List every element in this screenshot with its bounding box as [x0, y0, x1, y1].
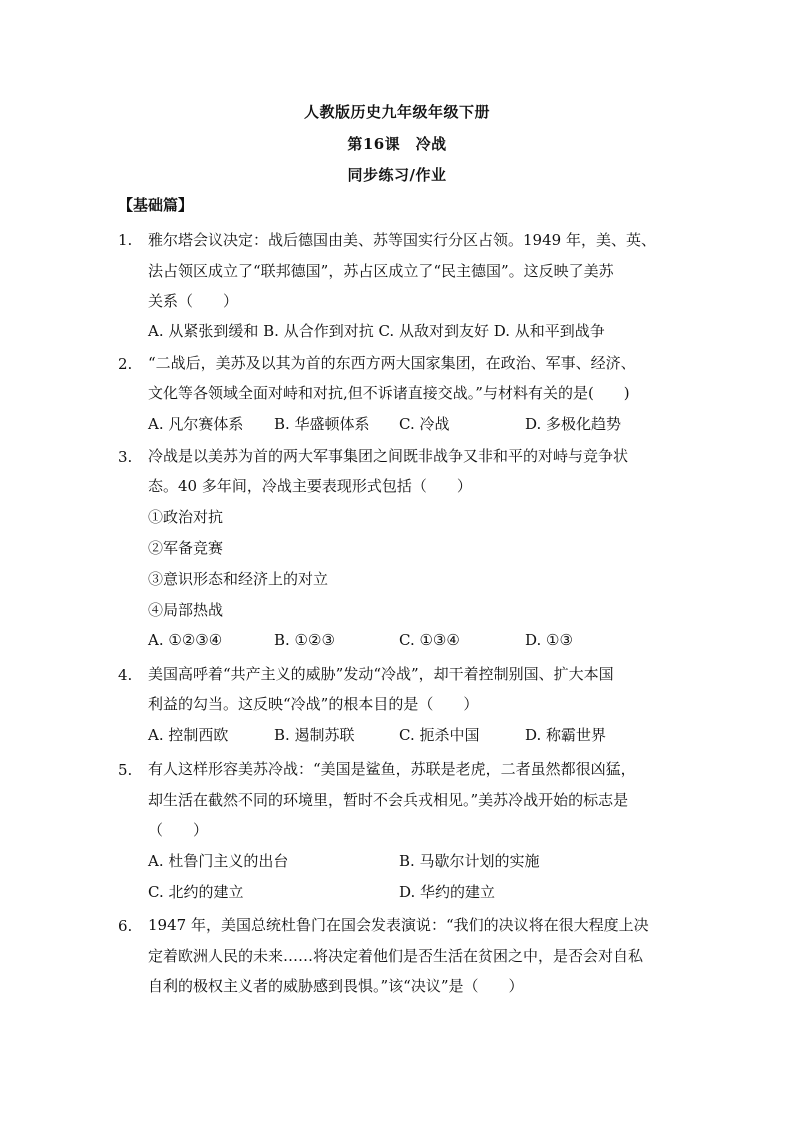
- question-number: 6.: [118, 917, 133, 935]
- statement-2: ②军备竞赛: [148, 539, 224, 557]
- question-number: 2.: [118, 355, 133, 373]
- option-b: B. 华盛顿体系: [274, 415, 370, 433]
- question-text-line: （ ）: [148, 821, 209, 839]
- question-text-line: 态。40 多年间，冷战主要表现形式包括（ ）: [148, 477, 472, 495]
- question-text-line: 雅尔塔会议决定：战后德国由美、苏等国实行分区占领。1949 年，美、英、: [148, 231, 656, 249]
- question-text-line: 却生活在截然不同的环境里，暂时不会兵戎相见。”美苏冷战开始的标志是: [148, 791, 629, 809]
- document-title: 人教版历史九年级年级下册: [303, 103, 490, 121]
- question-text-line: 定着欧洲人民的未来……将决定着他们是否生活在贫困之中，是否会对自私: [148, 947, 644, 965]
- option-d: D. 多极化趋势: [525, 415, 622, 433]
- question-text-line: 关系（ ）: [148, 292, 239, 310]
- option-c: C. ①③④: [399, 631, 460, 649]
- option-c: C. 扼杀中国: [399, 726, 480, 744]
- option-b: B. 遏制苏联: [274, 726, 355, 744]
- question-text-line: 法占领区成立了“联邦德国”，苏占区成立了“民主德国”。这反映了美苏: [148, 262, 614, 280]
- option-c: C. 冷战: [399, 415, 450, 433]
- question-text-line: 文化等各领域全面对峙和对抗,但不诉诸直接交战。”与材料有关的是( ): [148, 384, 630, 402]
- question-text-line: 自利的极权主义者的威胁感到畏惧。”该“决议”是（ ）: [148, 977, 524, 995]
- option-a: A. ①②③④: [148, 631, 223, 649]
- statement-1: ①政治对抗: [148, 508, 224, 526]
- question-text-line: 美国高呼着“共产主义的威胁”发动“冷战”，却干着控制别国、扩大本国: [148, 665, 614, 683]
- question-text-line: “二战后，美苏及以其为首的东西方两大国家集团，在政治、军事、经济、: [148, 354, 636, 372]
- option-b: B. 马歇尔计划的实施: [399, 852, 540, 870]
- question-text-line: 利益的勾当。这反映“冷战”的根本目的是（ ）: [148, 695, 479, 713]
- question-number: 4.: [118, 666, 133, 684]
- option-a: A. 凡尔赛体系: [148, 415, 244, 433]
- option-b: B. ①②③: [274, 631, 335, 649]
- section-heading: 【基础篇】: [118, 196, 194, 214]
- lesson-title: 第16课 冷战: [347, 135, 447, 153]
- option-a: A. 控制西欧: [148, 726, 229, 744]
- question-number: 3.: [118, 448, 133, 466]
- option-d: D. 称霸世界: [525, 726, 607, 744]
- option-d: D. 华约的建立: [399, 883, 496, 901]
- question-text-line: 有人这样形容美苏冷战：“美国是鲨鱼，苏联是老虎，二者虽然都很凶猛，: [148, 760, 636, 778]
- answer-options: A. 从紧张到缓和 B. 从合作到对抗 C. 从敌对到友好 D. 从和平到战争: [148, 322, 605, 340]
- option-c: C. 北约的建立: [148, 883, 244, 901]
- option-a: A. 杜鲁门主义的出台: [148, 852, 289, 870]
- question-text-line: 冷战是以美苏为首的两大军事集团之间既非战争又非和平的对峙与竞争状: [148, 447, 629, 465]
- option-d: D. ①③: [525, 631, 573, 649]
- statement-4: ④局部热战: [148, 601, 224, 619]
- question-number: 1.: [118, 231, 133, 249]
- statement-3: ③意识形态和经济上的对立: [148, 570, 329, 588]
- question-text-line: 1947 年，美国总统杜鲁门在国会发表演说：“我们的决议将在很大程度上决: [148, 916, 649, 934]
- document-subtitle: 同步练习/作业: [347, 166, 447, 184]
- question-number: 5.: [118, 761, 133, 779]
